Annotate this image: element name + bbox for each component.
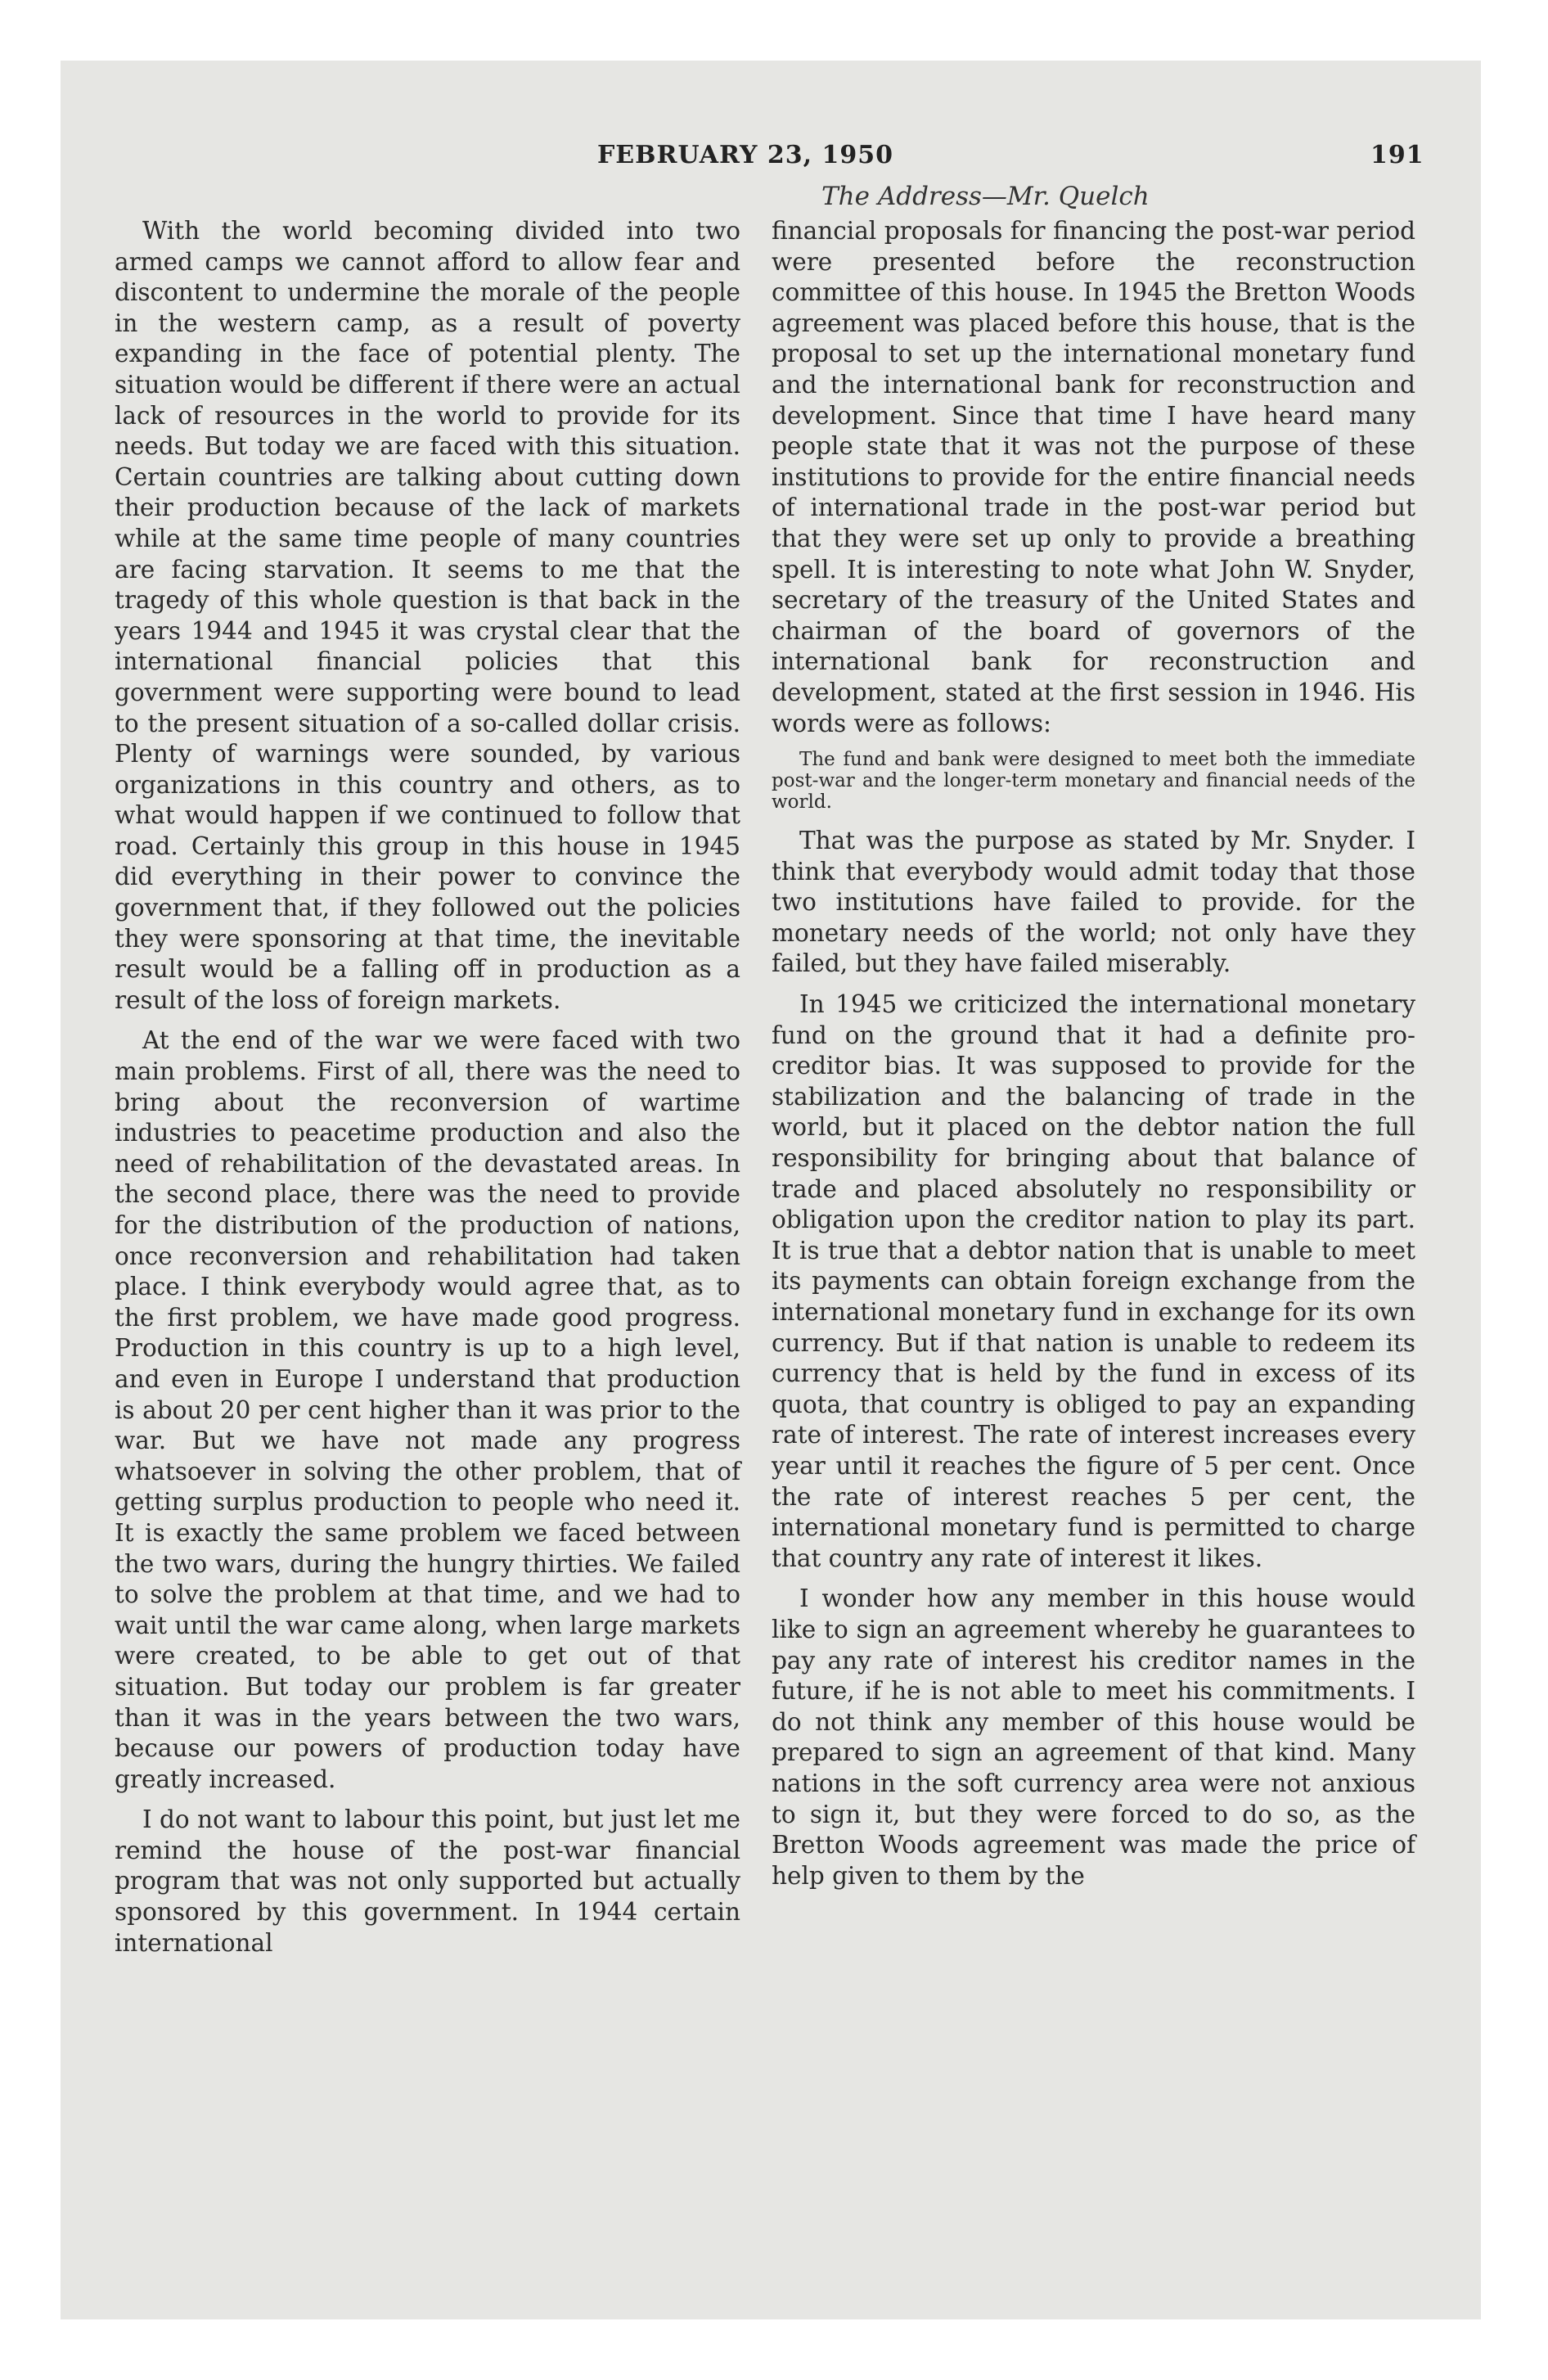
paragraph: I wonder how any member in this house would like to sign an agreement whereby he guarantees to pay any rate of interest his creditor names in the future, if he is not able to meet his commitments. I do not think any member of this house would be prepared to sign an agreement of that kind. Many nations in the soft currency area were not anxious to sign it, but they were forced to do so, as the Bretton Woods agreement was made the price of help given to them by the xyxy=(772,1584,1415,1890)
paragraph: I do not want to labour this point, but just let me remind the house of the post-war financial program that was not only supported but actually sponsored by this government. In 1944 certain international xyxy=(115,1805,740,1957)
paragraph: financial proposals for financing the post-war period were presented before the reconstruction committee of this house. In 1945 the Bretton Woods agreement was placed before this house, that is the proposal to set up the international monetary fund and the international bank for reconstruction and development. Since that time I have heard many people state that it was not the purpose of these institutions to provide for the entire financial needs of international trade in the post-war period but that they were set up only to provide a breathing spell. It is interesting to note what John W. Snyder, secretary of the treasury of the United States and chairman of the board of governors of the international bank for reconstruction and development, stated at the first session in 1946. His words were as follows: xyxy=(772,217,1415,737)
paragraph: In 1945 we criticized the international monetary fund on the ground that it had a definite pro-creditor bias. It was supposed to provide for the stabilization and the balancing of trade in the world, but it placed on the debtor nation the full responsibility for bringing about that balance of trade and placed absolutely no responsibility or obligation upon the creditor nation to play its part. It is true that a debtor nation that is unable to meet its payments can obtain foreign exchange from the international monetary fund in exchange for its own currency. But if that nation is unable to redeem its currency that is held by the fund in excess of its quota, that country is obliged to pay an expanding rate of interest. The rate of interest increases every year until it reaches the figure of 5 per cent. Once the rate of interest reaches 5 per cent, the international monetary fund is permitted to charge that country any rate of interest it likes. xyxy=(772,990,1415,1572)
paragraph: That was the purpose as stated by Mr. Snyder. I think that everybody would admit today that those two institutions have failed to provide. for the monetary needs of the world; not only have they failed, but they have failed miserably. xyxy=(772,827,1415,978)
running-head: The Address—Mr. Quelch xyxy=(821,182,1150,211)
right-column xyxy=(772,216,1415,1901)
header-date: FEBRUARY 23, 1950 xyxy=(597,141,893,169)
paragraph: At the end of the war we were faced with two main problems. First of all, there was the need to bring about the reconversion of wartime industries to peacetime production and also the need of rehabilitation of the devastated areas. In the second place, there was the need to provide for the distribution of the production of nations, once reconversion and rehabilitation had taken place. I think everybody would agree that, as to the first problem, we have made good progress. Production in this country is up to a high level, and even in Europe I understand that production is about 20 per cent higher than it was prior to the war. But we have not made any progress whatsoever in solving the other problem, that of getting surplus production to people who need it. It is exactly the same problem we faced between the two wars, during the hungry thirties. We failed to solve the problem at that time, and we had to wait until the war came along, when large markets were created, to be able to get out of that situation. But today our problem is far greater than it was in the years between the two wars, because our powers of production today have greatly increased. xyxy=(115,1026,740,1793)
paragraph: With the world becoming divided into two armed camps we cannot afford to allow fear and discontent to undermine the morale of the people in the western camp, as a result of poverty expanding in the face of potential plenty. The situation would be different if there were an actual lack of resources in the world to provide for its needs. But today we are faced with this situation. Certain countries are talking about cutting down their production because of the lack of markets while at the same time people of many countries are facing starvation. It seems to me that the tragedy of this whole question is that back in the years 1944 and 1945 it was crystal clear that the international financial policies that this government were supporting were bound to lead to the present situation of a so-called dollar crisis. Plenty of warnings were sounded, by various organizations in this country and others, as to what would happen if we continued to follow that road. Certainly this group in this house in 1945 did everything in their power to convince the government that, if they followed out the policies they were sponsoring at that time, the inevitable result would be a falling off in production as a result of the loss of foreign markets. xyxy=(115,217,740,1014)
left-column xyxy=(115,216,740,1968)
block-quote: The fund and bank were designed to meet both the immediate post-war and the longer-term monetary and financial needs of the world. xyxy=(772,749,1415,814)
page-number: 191 xyxy=(1370,141,1424,169)
